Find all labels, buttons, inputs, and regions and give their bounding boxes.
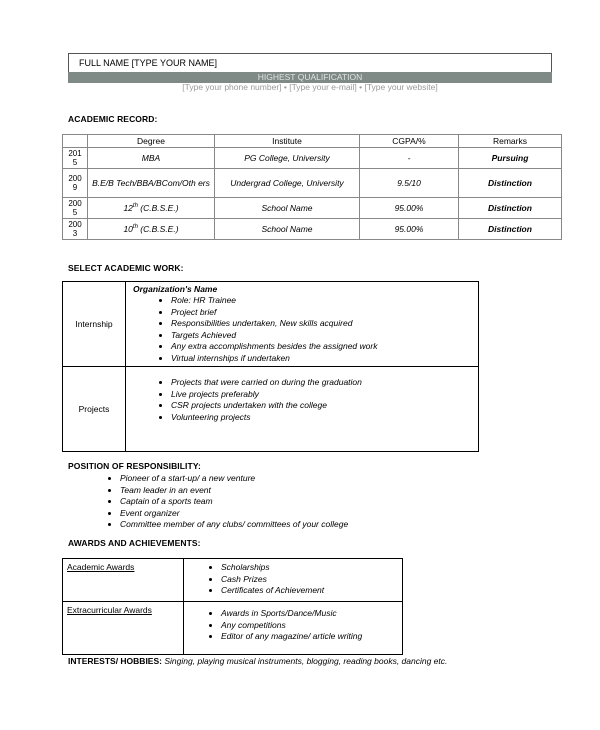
institute-cell: PG College, University [215, 148, 360, 169]
extra-awards-list [185, 608, 401, 643]
list-item: • Projects that were carried on during the graduation [171, 377, 477, 389]
list-item: • Virtual internships if undertaken [171, 353, 477, 365]
academic-awards-label: Academic Awards [63, 559, 184, 602]
cgpa-cell: 9.5/10 [360, 169, 459, 198]
list-item: • CSR projects undertaken with the college [171, 400, 477, 412]
work-table [62, 281, 479, 452]
table-row [63, 148, 562, 169]
list-item: • Live projects preferably [171, 389, 477, 401]
degree-header: Degree [88, 135, 215, 148]
remarks-header: Remarks [459, 135, 562, 148]
academic-awards-list [185, 562, 401, 597]
list-item: • Volunteering projects [171, 412, 477, 424]
academic-table [62, 134, 562, 240]
internship-details [126, 282, 479, 367]
qualification-bar: HIGHEST QUALIFICATION [68, 72, 552, 83]
list-item: • Editor of any magazine/ article writing [221, 631, 401, 643]
list-item: • Any competitions [221, 620, 401, 632]
extra-awards-row [63, 602, 403, 655]
institute-cell: Undergrad College, University [215, 169, 360, 198]
institute-cell: School Name [215, 198, 360, 219]
list-item: • Pioneer of a start-up/ a new venture [120, 473, 348, 485]
cgpa-cell: 95.00% [360, 219, 459, 240]
projects-details [126, 367, 479, 452]
projects-row [63, 367, 479, 452]
awards-table [62, 558, 403, 655]
academic-heading: ACADEMIC RECORD: [68, 114, 158, 124]
table-row [63, 169, 562, 198]
list-item: • Committee member of any clubs/ committees of your college [120, 519, 348, 531]
year-cell: 200 9 [63, 169, 88, 198]
table-header-row [63, 135, 562, 148]
work-heading: SELECT ACADEMIC WORK: [68, 263, 184, 273]
cgpa-cell: - [360, 148, 459, 169]
internship-label: Internship [63, 282, 126, 367]
degree-cell: MBA [88, 148, 215, 169]
responsibility-section [76, 473, 348, 531]
name-box [68, 53, 552, 73]
list-item: • Targets Achieved [171, 330, 477, 342]
institute-cell: School Name [215, 219, 360, 240]
extra-awards-label: Extracurricular Awards [63, 602, 184, 655]
projects-list [127, 377, 477, 423]
list-item: • Project brief [171, 307, 477, 319]
awards-heading: AWARDS AND ACHIEVEMENTS: [68, 538, 201, 548]
degree-cell: 12th (C.B.S.E.) [88, 198, 215, 219]
list-item: • Role: HR Trainee [171, 295, 477, 307]
list-item: • Event organizer [120, 508, 348, 520]
hobbies-value: Singing, playing musical instruments, blogging, reading books, dancing etc. [164, 656, 448, 666]
list-item: • Scholarships [221, 562, 401, 574]
academic-awards-details [184, 559, 403, 602]
degree-cell: 10th (C.B.S.E.) [88, 219, 215, 240]
hobbies-line [68, 656, 447, 666]
list-item: • Team leader in an event [120, 485, 348, 497]
cgpa-cell: 95.00% [360, 198, 459, 219]
contact-line: [Type your phone number] • [Type your e-mail] • [Type your website] [182, 82, 438, 92]
year-cell: 200 5 [63, 198, 88, 219]
list-item: • Cash Prizes [221, 574, 401, 586]
institute-header: Institute [215, 135, 360, 148]
year-cell: 200 3 [63, 219, 88, 240]
full-name: FULL NAME [TYPE YOUR NAME] [79, 58, 218, 68]
table-row [63, 219, 562, 240]
internship-list [127, 295, 477, 364]
year-header [63, 135, 88, 148]
extra-awards-details [184, 602, 403, 655]
list-item: • Any extra accomplishments besides the assigned work [171, 341, 477, 353]
remarks-cell: Distinction [459, 219, 562, 240]
remarks-cell: Distinction [459, 169, 562, 198]
hobbies-label: INTERESTS/ HOBBIES: [68, 656, 162, 666]
responsibility-heading: POSITION OF RESPONSIBILITY: [68, 461, 201, 471]
internship-row [63, 282, 479, 367]
org-name: Organization's Name [133, 284, 218, 294]
academic-awards-row [63, 559, 403, 602]
remarks-cell: Pursuing [459, 148, 562, 169]
projects-label: Projects [63, 367, 126, 452]
responsibility-list [76, 473, 348, 531]
list-item: • Awards in Sports/Dance/Music [221, 608, 401, 620]
degree-cell: B.E/B Tech/BBA/BCom/Oth ers [88, 169, 215, 198]
list-item: • Captain of a sports team [120, 496, 348, 508]
list-item: • Certificates of Achievement [221, 585, 401, 597]
year-cell: 201 5 [63, 148, 88, 169]
list-item: • Responsibilities undertaken, New skills acquired [171, 318, 477, 330]
table-row [63, 198, 562, 219]
remarks-cell: Distinction [459, 198, 562, 219]
cgpa-header: CGPA/% [360, 135, 459, 148]
